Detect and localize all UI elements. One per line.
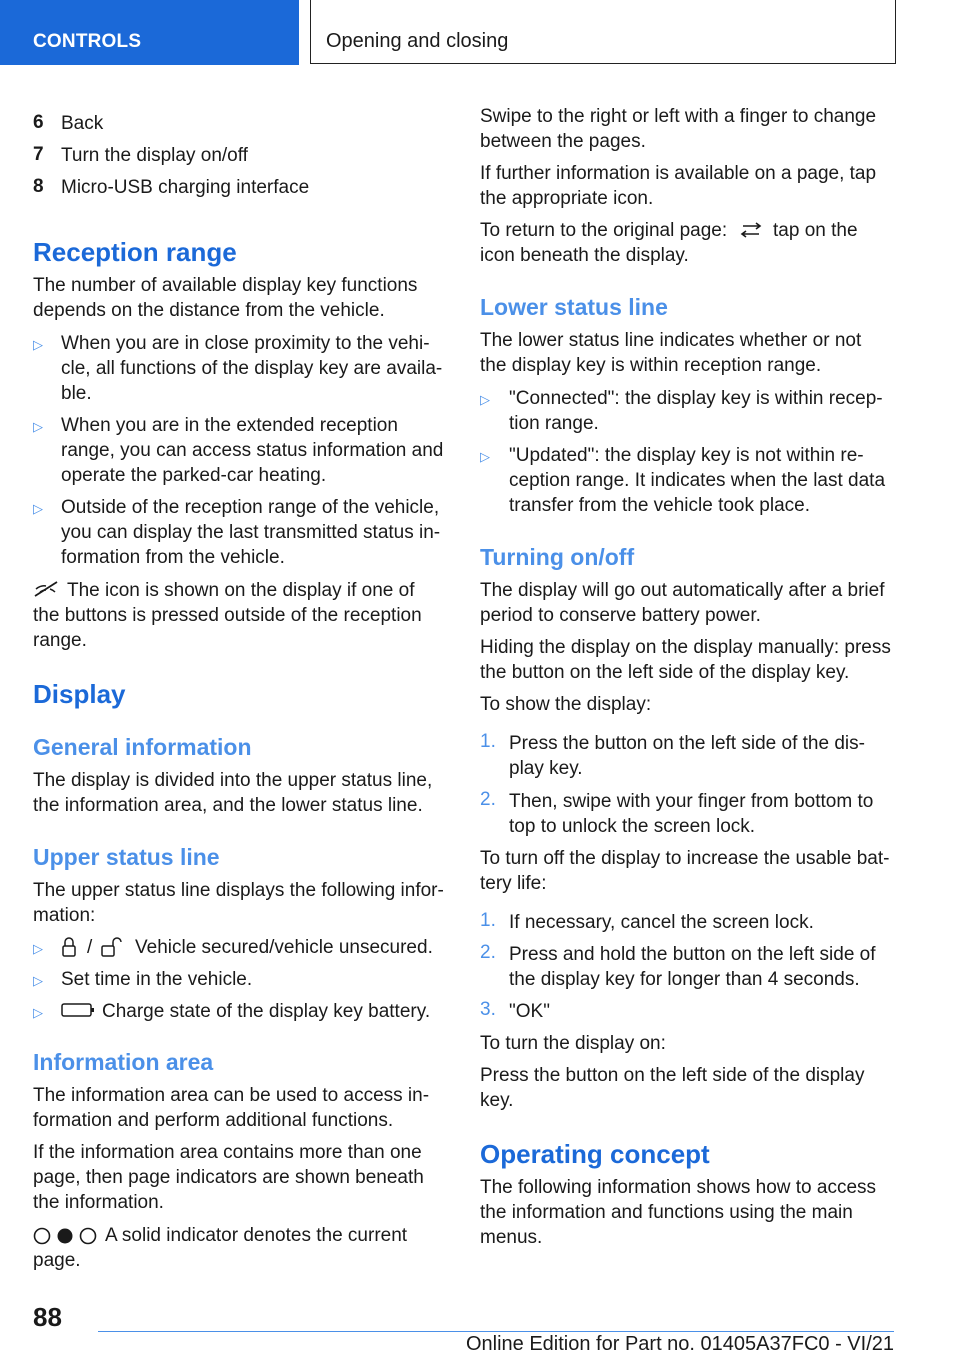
turning-heading: Turning on/off xyxy=(480,544,635,570)
bullet-text: cle, all functions of the display key are availa- xyxy=(61,358,443,379)
body-text: formation and perform additional functions. xyxy=(33,1110,394,1131)
body-text: page, then page indicators are shown beneath xyxy=(33,1167,424,1188)
body-text: The display will go out automatically after a brief xyxy=(480,580,885,601)
bullet-text: formation from the vehicle. xyxy=(61,547,285,568)
bullet-triangle-icon: ▷ xyxy=(480,449,490,464)
bullet-text: "Connected": the display key is within recep- xyxy=(509,388,883,409)
no-signal-icon xyxy=(33,580,59,598)
step-text: the display key for longer than 4 seconds. xyxy=(509,969,860,990)
body-text: To turn off the display to increase the usable bat- xyxy=(480,848,890,869)
list-text: Back xyxy=(61,113,104,134)
bullet-triangle-icon: ▷ xyxy=(33,337,43,352)
body-text: The information area can be used to access in- xyxy=(33,1085,430,1106)
bullet-text: range, you can access status information and xyxy=(61,440,444,461)
operating-concept-heading: Operating concept xyxy=(480,1139,710,1169)
bullet-text: tion range. xyxy=(509,413,599,434)
bullet-triangle-icon: ▷ xyxy=(33,1005,43,1020)
bullet-triangle-icon: ▷ xyxy=(33,419,43,434)
bullet-triangle-icon: ▷ xyxy=(33,501,43,516)
display-heading: Display xyxy=(33,679,126,709)
bullet-text: operate the parked-car heating. xyxy=(61,465,327,486)
bullet-text: Vehicle secured/vehicle unsecured. xyxy=(135,937,433,958)
body-text: tap on the xyxy=(773,220,858,241)
note-text: range. xyxy=(33,630,87,651)
upper-status-heading: Upper status line xyxy=(33,844,220,870)
chapter-title: Opening and closing xyxy=(326,30,509,52)
step-text: Press the button on the left side of the dis- xyxy=(509,733,865,754)
slash-text: / xyxy=(87,937,93,958)
body-text: The display is divided into the upper status line, xyxy=(33,770,433,791)
step-text: If necessary, cancel the screen lock. xyxy=(509,912,814,933)
bullet-triangle-icon: ▷ xyxy=(480,392,490,407)
list-number: 8 xyxy=(33,176,44,197)
info-area-heading: Information area xyxy=(33,1049,214,1075)
list-number: 6 xyxy=(33,112,44,133)
bullet-text: transfer from the vehicle took place. xyxy=(509,495,810,516)
step-text: top to unlock the screen lock. xyxy=(509,816,756,837)
list-text: Micro-USB charging interface xyxy=(61,177,310,198)
step-text: play key. xyxy=(509,758,583,779)
step-number: 2. xyxy=(480,942,496,963)
body-text: Hiding the display on the display manually: press xyxy=(480,637,891,658)
body-text: The number of available display key functions xyxy=(33,275,418,296)
body-text: the information area, and the lower status line. xyxy=(33,795,423,816)
note-text: The icon is shown on the display if one of xyxy=(67,580,415,601)
step-number: 1. xyxy=(480,910,496,931)
body-text: mation: xyxy=(33,905,96,926)
body-text: Press the button on the left side of the display xyxy=(480,1065,865,1086)
bullet-text: Outside of the reception range of the vehicle, xyxy=(61,497,440,518)
body-text: between the pages. xyxy=(480,131,646,152)
lower-status-heading: Lower status line xyxy=(480,294,668,320)
bullet-triangle-icon: ▷ xyxy=(33,941,43,956)
section-label: CONTROLS xyxy=(33,31,142,52)
bullet-triangle-icon: ▷ xyxy=(33,973,43,988)
bullet-text: you can display the last transmitted status in- xyxy=(61,522,441,543)
list-text: Turn the display on/off xyxy=(61,145,248,166)
body-text: To return to the original page: xyxy=(480,220,728,241)
bullet-text: Set time in the vehicle. xyxy=(61,969,253,990)
body-text: To show the display: xyxy=(480,694,652,715)
section-tab xyxy=(0,0,299,65)
step-text: Then, swipe with your finger from bottom to xyxy=(509,791,874,812)
body-text: If further information is available on a page, tap xyxy=(480,163,877,184)
reception-heading: Reception range xyxy=(33,237,237,267)
page-number: 88 xyxy=(33,1302,62,1332)
step-text: Press and hold the button on the left side of xyxy=(509,944,876,965)
list-number: 7 xyxy=(33,144,44,165)
step-number: 3. xyxy=(480,999,496,1020)
body-text: To turn the display on: xyxy=(480,1033,666,1054)
bullet-text: When you are in the extended reception xyxy=(61,415,398,436)
body-text: the appropriate icon. xyxy=(480,188,654,209)
body-text: menus. xyxy=(480,1227,543,1248)
body-text: key. xyxy=(480,1090,514,1111)
body-text: the button on the left side of the display key. xyxy=(480,662,850,683)
bullet-text: "Updated": the display key is not within re- xyxy=(509,445,864,466)
page-indicator-icon xyxy=(33,1226,97,1246)
step-number: 2. xyxy=(480,789,496,810)
footer-rule xyxy=(98,1331,894,1332)
body-text: tery life: xyxy=(480,873,547,894)
lock-closed-icon xyxy=(61,936,77,958)
bullet-text: When you are in close proximity to the vehi- xyxy=(61,333,430,354)
body-text: The upper status line displays the following infor- xyxy=(33,880,444,901)
bullet-text: Charge state of the display key battery. xyxy=(102,1001,431,1022)
note-text: the buttons is pressed outside of the reception xyxy=(33,605,422,626)
return-icon xyxy=(738,221,764,239)
edition-text: Online Edition for Part no. 01405A37FC0 - VI/21 xyxy=(465,1333,894,1355)
lock-open-icon xyxy=(101,936,123,958)
body-text: the information. xyxy=(33,1192,164,1213)
note-text: A solid indicator denotes the current xyxy=(105,1225,408,1246)
body-text: Swipe to the right or left with a finger to change xyxy=(480,106,877,127)
body-text: period to conserve battery power. xyxy=(480,605,761,626)
step-text: "OK" xyxy=(509,1001,550,1022)
body-text: the display key is within reception range. xyxy=(480,355,822,376)
body-text: icon beneath the display. xyxy=(480,245,689,266)
general-info-heading: General information xyxy=(33,734,252,760)
body-text: The following information shows how to access xyxy=(480,1177,877,1198)
body-text: depends on the distance from the vehicle. xyxy=(33,300,385,321)
battery-icon xyxy=(61,1002,95,1018)
note-text: page. xyxy=(33,1250,81,1271)
chapter-box xyxy=(310,0,896,64)
body-text: If the information area contains more than one xyxy=(33,1142,422,1163)
body-text: the information and functions using the main xyxy=(480,1202,853,1223)
bullet-text: ble. xyxy=(61,383,92,404)
body-text: The lower status line indicates whether or not xyxy=(480,330,862,351)
bullet-text: ception range. It indicates when the last data xyxy=(509,470,886,491)
step-number: 1. xyxy=(480,731,496,752)
